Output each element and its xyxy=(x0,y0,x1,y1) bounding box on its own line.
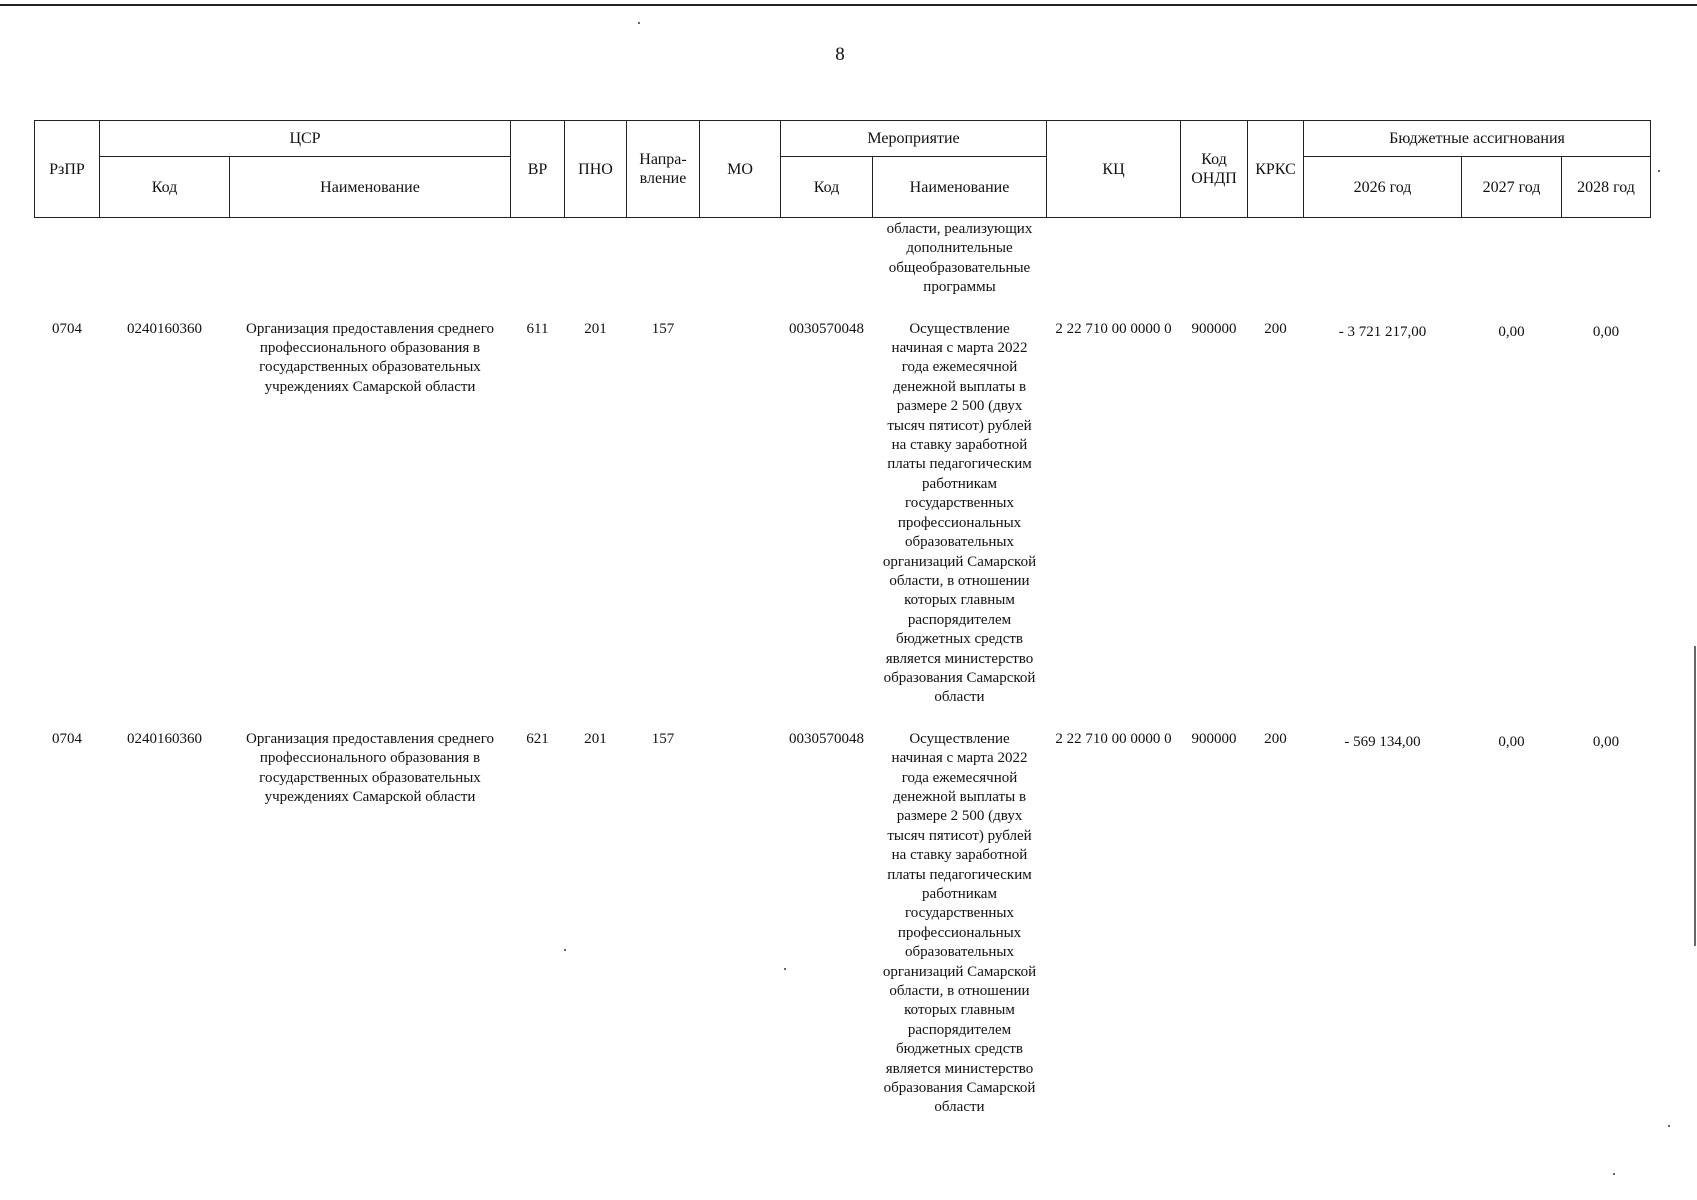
page-number: 8 xyxy=(835,44,845,65)
budget-table xyxy=(34,120,1651,1140)
header-mer-code: Код xyxy=(781,157,873,218)
header-mer-group: Мероприятие xyxy=(781,121,1047,157)
scan-speck xyxy=(1668,1125,1670,1127)
cell-csr-name: Организация предоставления среднего профессионального образования в государственных образовательных учреждениях Самарской области xyxy=(246,320,494,395)
cell-empty xyxy=(1304,218,1462,320)
header-ondp: Код ОНДП xyxy=(1181,121,1248,218)
cell-empty xyxy=(565,218,627,320)
cell-mer-code: 0030570048 xyxy=(789,730,864,747)
table-header xyxy=(35,121,1651,218)
scan-margin-mark xyxy=(1694,646,1696,946)
header-budget-group: Бюджетные ассигнования xyxy=(1304,121,1651,157)
cell-rzpr: 0704 xyxy=(52,320,82,337)
cell-krks: 200 xyxy=(1264,320,1287,337)
header-year-2027: 2027 год xyxy=(1462,157,1562,218)
cell-ondp: 900000 xyxy=(1191,320,1237,337)
cell-empty xyxy=(35,218,100,320)
scan-speck xyxy=(1658,170,1660,172)
cell-ondp: 900000 xyxy=(1191,730,1237,747)
header-napr: Напра- вление xyxy=(627,121,700,218)
cell-mer-code: 0030570048 xyxy=(789,320,864,337)
cell-empty xyxy=(1462,218,1562,320)
cell-vr: 621 xyxy=(526,730,549,747)
header-year-2026: 2026 год xyxy=(1304,157,1462,218)
table-row xyxy=(35,730,1651,1140)
header-mo: МО xyxy=(700,121,781,218)
header-mer-name: Наименование xyxy=(873,157,1047,218)
cell-amount-2028: 0,00 xyxy=(1592,323,1620,340)
cell-amount-2028: 0,00 xyxy=(1592,733,1620,750)
cell-empty xyxy=(1047,218,1181,320)
cell-empty xyxy=(1181,218,1248,320)
cell-krks: 200 xyxy=(1264,730,1287,747)
cell-mo xyxy=(700,320,781,730)
cell-amount-2026: - 569 134,00 xyxy=(1344,733,1421,750)
table-row xyxy=(35,320,1651,730)
cell-mo xyxy=(700,730,781,1140)
header-vr: ВР xyxy=(511,121,565,218)
table-row-continuation xyxy=(35,218,1651,320)
header-kc: КЦ xyxy=(1047,121,1181,218)
table-body xyxy=(35,218,1651,1140)
cell-mer-name: Осуществление начиная с марта 2022 года ежемесячной денежной выплаты в размере 2 500 (двух тысяч пятисот) рублей на ставку заработной платы педагогическим работникам государственных профессиональных образовательных организаций Самарской области, в отношении которых главным распорядителем бюджетных средств является министерство образования Самарской области xyxy=(882,730,1037,1116)
header-csr-group: ЦСР xyxy=(100,121,511,157)
cell-empty xyxy=(781,218,873,320)
cell-empty xyxy=(100,218,230,320)
cell-empty xyxy=(230,218,511,320)
scan-speck xyxy=(1613,1173,1615,1175)
cell-kc: 2 22 710 00 0000 0 xyxy=(1055,320,1172,337)
cell-amount-2027: 0,00 xyxy=(1498,323,1525,340)
cell-empty xyxy=(700,218,781,320)
cell-napr: 157 xyxy=(651,320,675,337)
cell-mer-name-continued: области, реализующих дополнительные общеобразовательные программы xyxy=(886,221,1033,296)
header-csr-name: Наименование xyxy=(230,157,511,218)
cell-csr-code: 0240160360 xyxy=(127,730,202,747)
cell-empty xyxy=(1248,218,1304,320)
cell-mer-name: Осуществление начиная с марта 2022 года ежемесячной денежной выплаты в размере 2 500 (двух тысяч пятисот) рублей на ставку заработной платы педагогическим работникам государственных профессиональных образовательных организаций Самарской области, в отношении которых главным распорядителем бюджетных средств является министерство образования Самарской области xyxy=(882,320,1037,706)
cell-pno: 201 xyxy=(584,320,607,337)
header-year-2028: 2028 год xyxy=(1562,157,1651,218)
cell-csr-name: Организация предоставления среднего профессионального образования в государственных образовательных учреждениях Самарской области xyxy=(246,730,494,805)
cell-vr: 611 xyxy=(526,320,549,337)
cell-napr: 157 xyxy=(651,730,675,747)
cell-csr-code: 0240160360 xyxy=(127,320,202,337)
cell-empty xyxy=(511,218,565,320)
cell-empty xyxy=(627,218,700,320)
cell-amount-2027: 0,00 xyxy=(1498,733,1525,750)
cell-empty xyxy=(1562,218,1651,320)
header-pno: ПНО xyxy=(565,121,627,218)
cell-kc: 2 22 710 00 0000 0 xyxy=(1055,730,1172,747)
cell-pno: 201 xyxy=(584,730,607,747)
header-krks: КРКС xyxy=(1248,121,1304,218)
scan-speck xyxy=(638,22,640,24)
header-rzpr: РзПР xyxy=(35,121,100,218)
cell-amount-2026: - 3 721 217,00 xyxy=(1338,323,1427,340)
scan-top-border xyxy=(0,4,1697,6)
header-csr-code: Код xyxy=(100,157,230,218)
cell-rzpr: 0704 xyxy=(52,730,82,747)
